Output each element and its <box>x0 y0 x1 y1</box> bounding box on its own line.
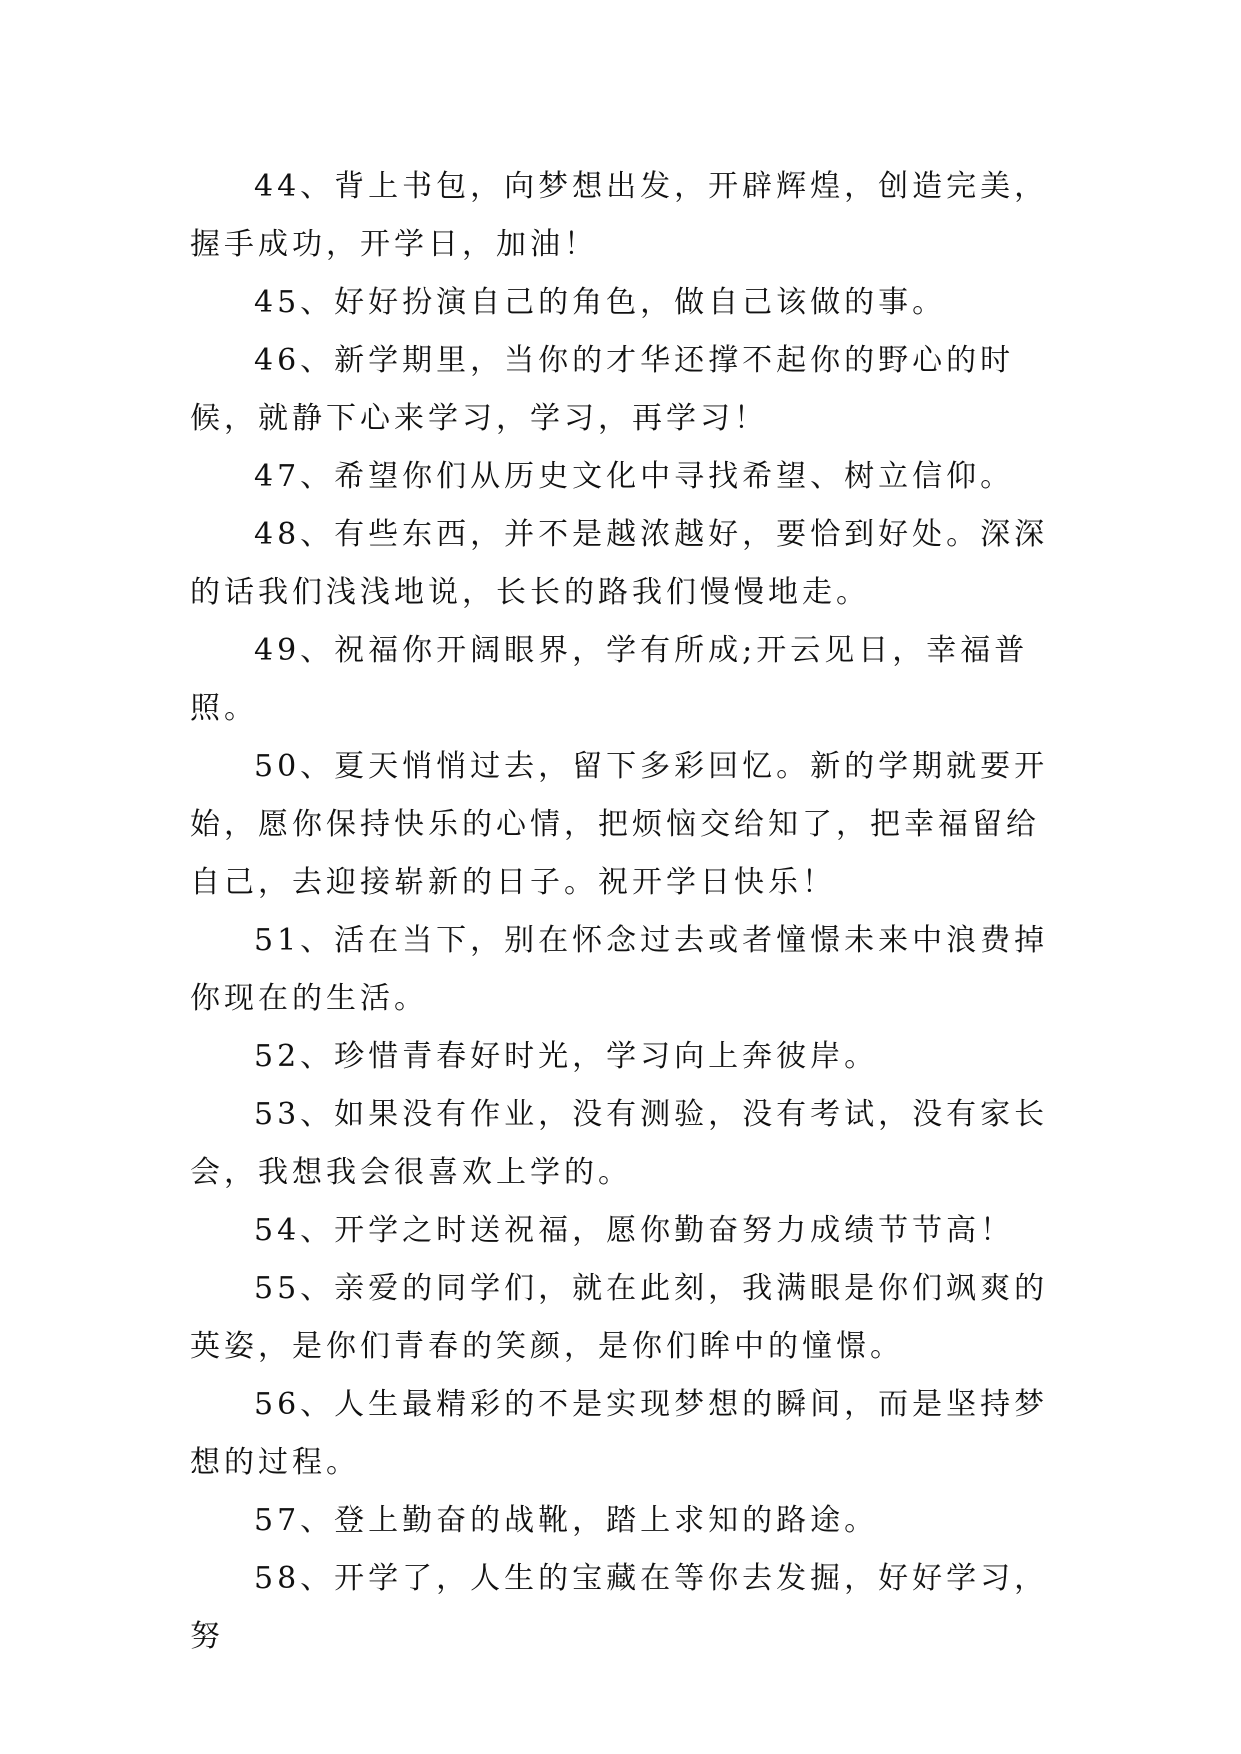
paragraph-54: 54、开学之时送祝福，愿你勤奋努力成绩节节高！ <box>254 1213 1015 1248</box>
paragraph-44: 44、背上书包，向梦想出发，开辟辉煌，创造完美，握手成功，开学日，加油！ <box>190 169 1049 262</box>
document-body <box>190 158 1060 1666</box>
paragraph-56: 56、人生最精彩的不是实现梦想的瞬间，而是坚持梦想的过程。 <box>190 1387 1049 1480</box>
paragraph-58: 58、开学了，人生的宝藏在等你去发掘，好好学习，努 <box>190 1561 1049 1654</box>
paragraph-49: 49、祝福你开阔眼界，学有所成;开云见日，幸福普照。 <box>190 633 1029 726</box>
paragraph-51: 51、活在当下，别在怀念过去或者憧憬未来中浪费掉你现在的生活。 <box>190 923 1049 1016</box>
paragraph-50: 50、夏天悄悄过去，留下多彩回忆。新的学期就要开始，愿你保持快乐的心情，把烦恼交给知了，把幸福留给自己，去迎接崭新的日子。祝开学日快乐！ <box>190 749 1049 900</box>
paragraph-47: 47、希望你们从历史文化中寻找希望、树立信仰。 <box>254 459 1015 494</box>
paragraph-55: 55、亲爱的同学们，就在此刻，我满眼是你们飒爽的英姿，是你们青春的笑颜，是你们眸中的憧憬。 <box>190 1271 1049 1364</box>
paragraph-52: 52、珍惜青春好时光，学习向上奔彼岸。 <box>254 1039 879 1074</box>
paragraph-57: 57、登上勤奋的战靴，踏上求知的路途。 <box>254 1503 879 1538</box>
paragraph-45: 45、好好扮演自己的角色，做自己该做的事。 <box>254 285 947 320</box>
paragraph-53: 53、如果没有作业，没有测验，没有考试，没有家长会，我想我会很喜欢上学的。 <box>190 1097 1049 1190</box>
paragraph-46: 46、新学期里，当你的才华还撑不起你的野心的时候，就静下心来学习，学习，再学习！ <box>190 343 1015 436</box>
paragraph-48: 48、有些东西，并不是越浓越好，要恰到好处。深深的话我们浅浅地说，长长的路我们慢慢地走。 <box>190 517 1049 610</box>
